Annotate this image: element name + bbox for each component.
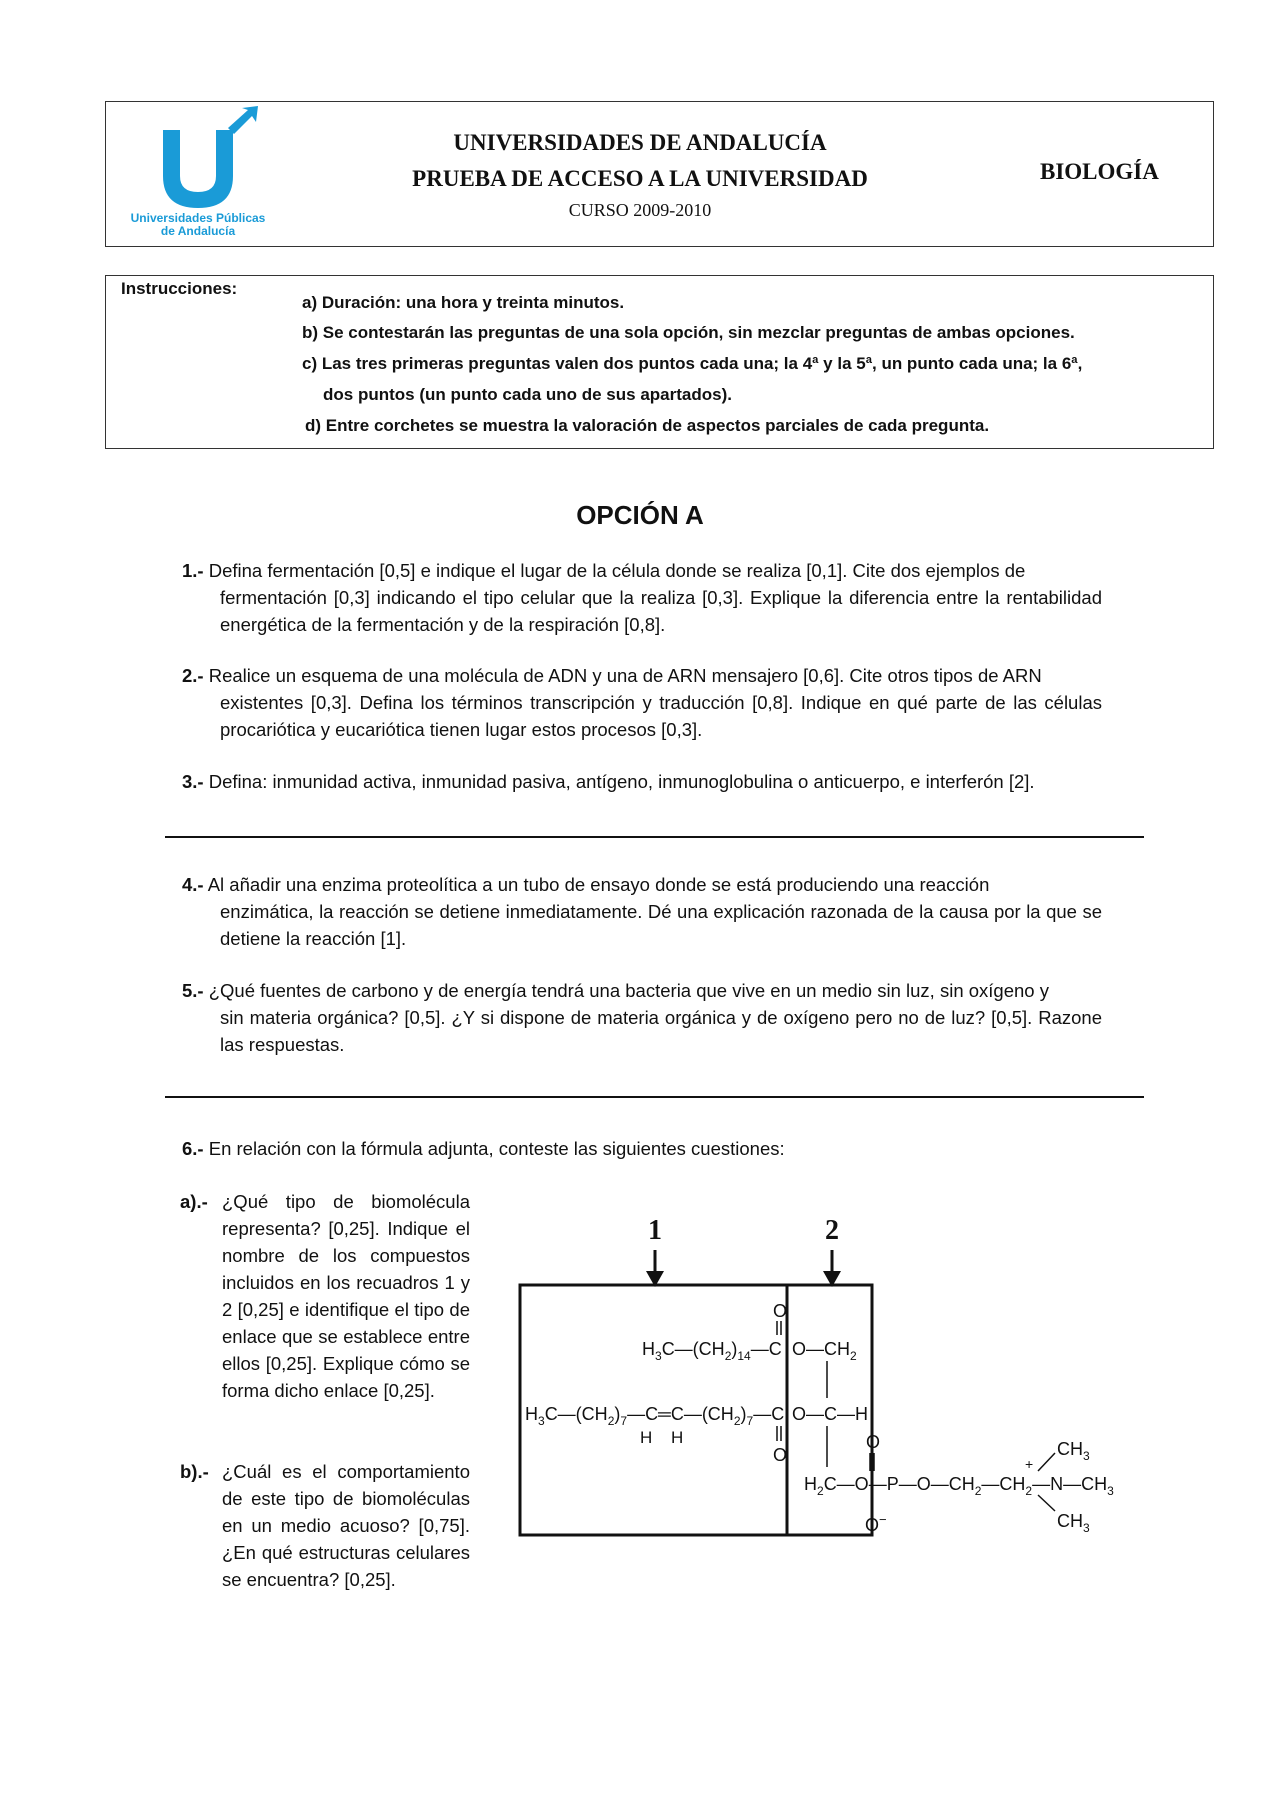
- header-course: CURSO 2009-2010: [568, 200, 712, 220]
- question-text: Defina: inmunidad activa, inmunidad pasiva, antígeno, inmunoglobulina o anticuerpo, e interferón [2].: [208, 771, 1035, 792]
- option-title: OPCIÓN A: [576, 500, 704, 530]
- question-number: 2.-: [182, 665, 204, 686]
- logo-text-line1: Universidades Públicas: [130, 211, 266, 225]
- formula-hydrogens: H: [671, 1428, 684, 1447]
- question-4: [182, 871, 1102, 952]
- formula-atom: O: [866, 1432, 881, 1452]
- formula-glycerol-2: O—C—H: [792, 1404, 868, 1424]
- question-text: Defina fermentación [0,5] e indique el lugar de la célula donde se realiza [0,1]. Cite dos ejemplos de: [208, 560, 1026, 581]
- arrow-1-icon: [646, 1250, 664, 1287]
- question-text-continued: existentes [0,3]. Defina los términos transcripción y traducción [0,8]. Indique en qué parte de las células procariótica y eucariótica tienen lugar estos procesos [0,3].: [220, 692, 1102, 740]
- instruction-item: a) Duración: una hora y treinta minutos.: [302, 293, 625, 312]
- arrow-label-1: 1: [648, 1215, 662, 1246]
- question-number: 6.-: [182, 1138, 204, 1159]
- formula-atom: O−: [865, 1512, 887, 1535]
- subject-label: BIOLOGÍA: [1040, 159, 1159, 184]
- question-number: 5.-: [182, 980, 204, 1001]
- instruction-item: b) Se contestarán las preguntas de una sola opción, sin mezclar preguntas de ambas opciones.: [302, 323, 1075, 342]
- arrow-2-icon: [823, 1250, 841, 1287]
- question-text-continued: fermentación [0,3] indicando el tipo celular que la realiza [0,3]. Explique la diferencia entre la rentabilidad energética de la fermentación y de la respiración [0,8].: [220, 587, 1102, 635]
- formula-chain-2: $H_3C—(CH_2)_7—C═C—(CH_2)_7—C$: [525, 1404, 785, 1428]
- formula-glycerol-1: $O—CH_2$: [792, 1339, 857, 1363]
- subquestion-text: ¿Cuál es el comportamiento de este tipo de biomoléculas en un medio acuoso? [0,75]. ¿En qué estructuras celulares se encuentra? [0,25].: [222, 1461, 470, 1590]
- arrow-label-2: 2: [825, 1215, 839, 1246]
- question-text: En relación con la fórmula adjunta, conteste las siguientes cuestiones:: [208, 1138, 785, 1159]
- university-logo: [118, 106, 278, 238]
- logo-text-line2: de Andalucía: [160, 224, 236, 238]
- question-3: [182, 768, 1102, 795]
- subquestion-label: b).-: [180, 1461, 209, 1482]
- subquestion-a: [180, 1188, 470, 1404]
- formula-chain-1: $H_3C—(CH_2)_{14}—C$: [642, 1339, 782, 1363]
- question-5: [182, 977, 1102, 1058]
- formula-hydrogens: H: [640, 1428, 653, 1447]
- formula-methyl: $CH_3$: [1057, 1439, 1090, 1463]
- instructions-label: Instrucciones:: [121, 279, 238, 298]
- question-number: 4.-: [182, 874, 204, 895]
- instruction-item: c) Las tres primeras preguntas valen dos puntos cada una; la 4ª y la 5ª, un punto cada una; la 6ª,: [302, 354, 1083, 373]
- instruction-item: dos puntos (un punto cada uno de sus apartados).: [323, 385, 732, 404]
- subquestion-b: [180, 1458, 470, 1593]
- question-text: Al añadir una enzima proteolítica a un tubo de ensayo donde se está produciendo una reacción: [207, 874, 990, 895]
- question-2: [182, 662, 1102, 743]
- subquestion-label: a).-: [180, 1191, 208, 1212]
- formula-atom: O: [773, 1445, 788, 1465]
- question-text-continued: sin materia orgánica? [0,5]. ¿Y si dispone de materia orgánica y de oxígeno pero no de luz? [0,5]. Razone las respuestas.: [220, 1007, 1102, 1055]
- question-number: 1.-: [182, 560, 204, 581]
- formula-atom: O: [773, 1301, 788, 1321]
- instruction-item: d) Entre corchetes se muestra la valoración de aspectos parciales de cada pregunta.: [305, 416, 990, 435]
- formula-glycerol-3: $H_2C—O—P—O—CH_2—CH_2—N—CH_3$: [804, 1474, 1114, 1498]
- formula-methyl: $CH_3$: [1057, 1511, 1090, 1535]
- divider: [165, 836, 1144, 838]
- phospholipid-formula: [515, 1205, 1135, 1545]
- question-6: [182, 1135, 1102, 1162]
- header-title-line2: PRUEBA DE ACCESO A LA UNIVERSIDAD: [412, 166, 868, 191]
- divider: [165, 1096, 1144, 1098]
- subquestion-text: ¿Qué tipo de biomolécula representa? [0,25]. Indique el nombre de los compuestos incluidos en los recuadros 1 y 2 [0,25] e identifique el tipo de enlace que se establece entre ellos [0,25]. Explique cómo se forma dicho enlace [0,25].: [222, 1191, 470, 1401]
- question-text-continued: enzimática, la reacción se detiene inmediatamente. Dé una explicación razonada de la causa por la que se detiene la reacción [1].: [220, 901, 1102, 949]
- question-1: [182, 557, 1102, 638]
- header-title-line1: UNIVERSIDADES DE ANDALUCÍA: [453, 130, 827, 155]
- question-text: Realice un esquema de una molécula de ADN y una de ARN mensajero [0,6]. Cite otros tipos de ARN: [208, 665, 1042, 686]
- question-text: ¿Qué fuentes de carbono y de energía tendrá una bacteria que vive en un medio sin luz, sin oxígeno y: [208, 980, 1049, 1001]
- formula-charge: +: [1025, 1456, 1034, 1472]
- question-number: 3.-: [182, 771, 204, 792]
